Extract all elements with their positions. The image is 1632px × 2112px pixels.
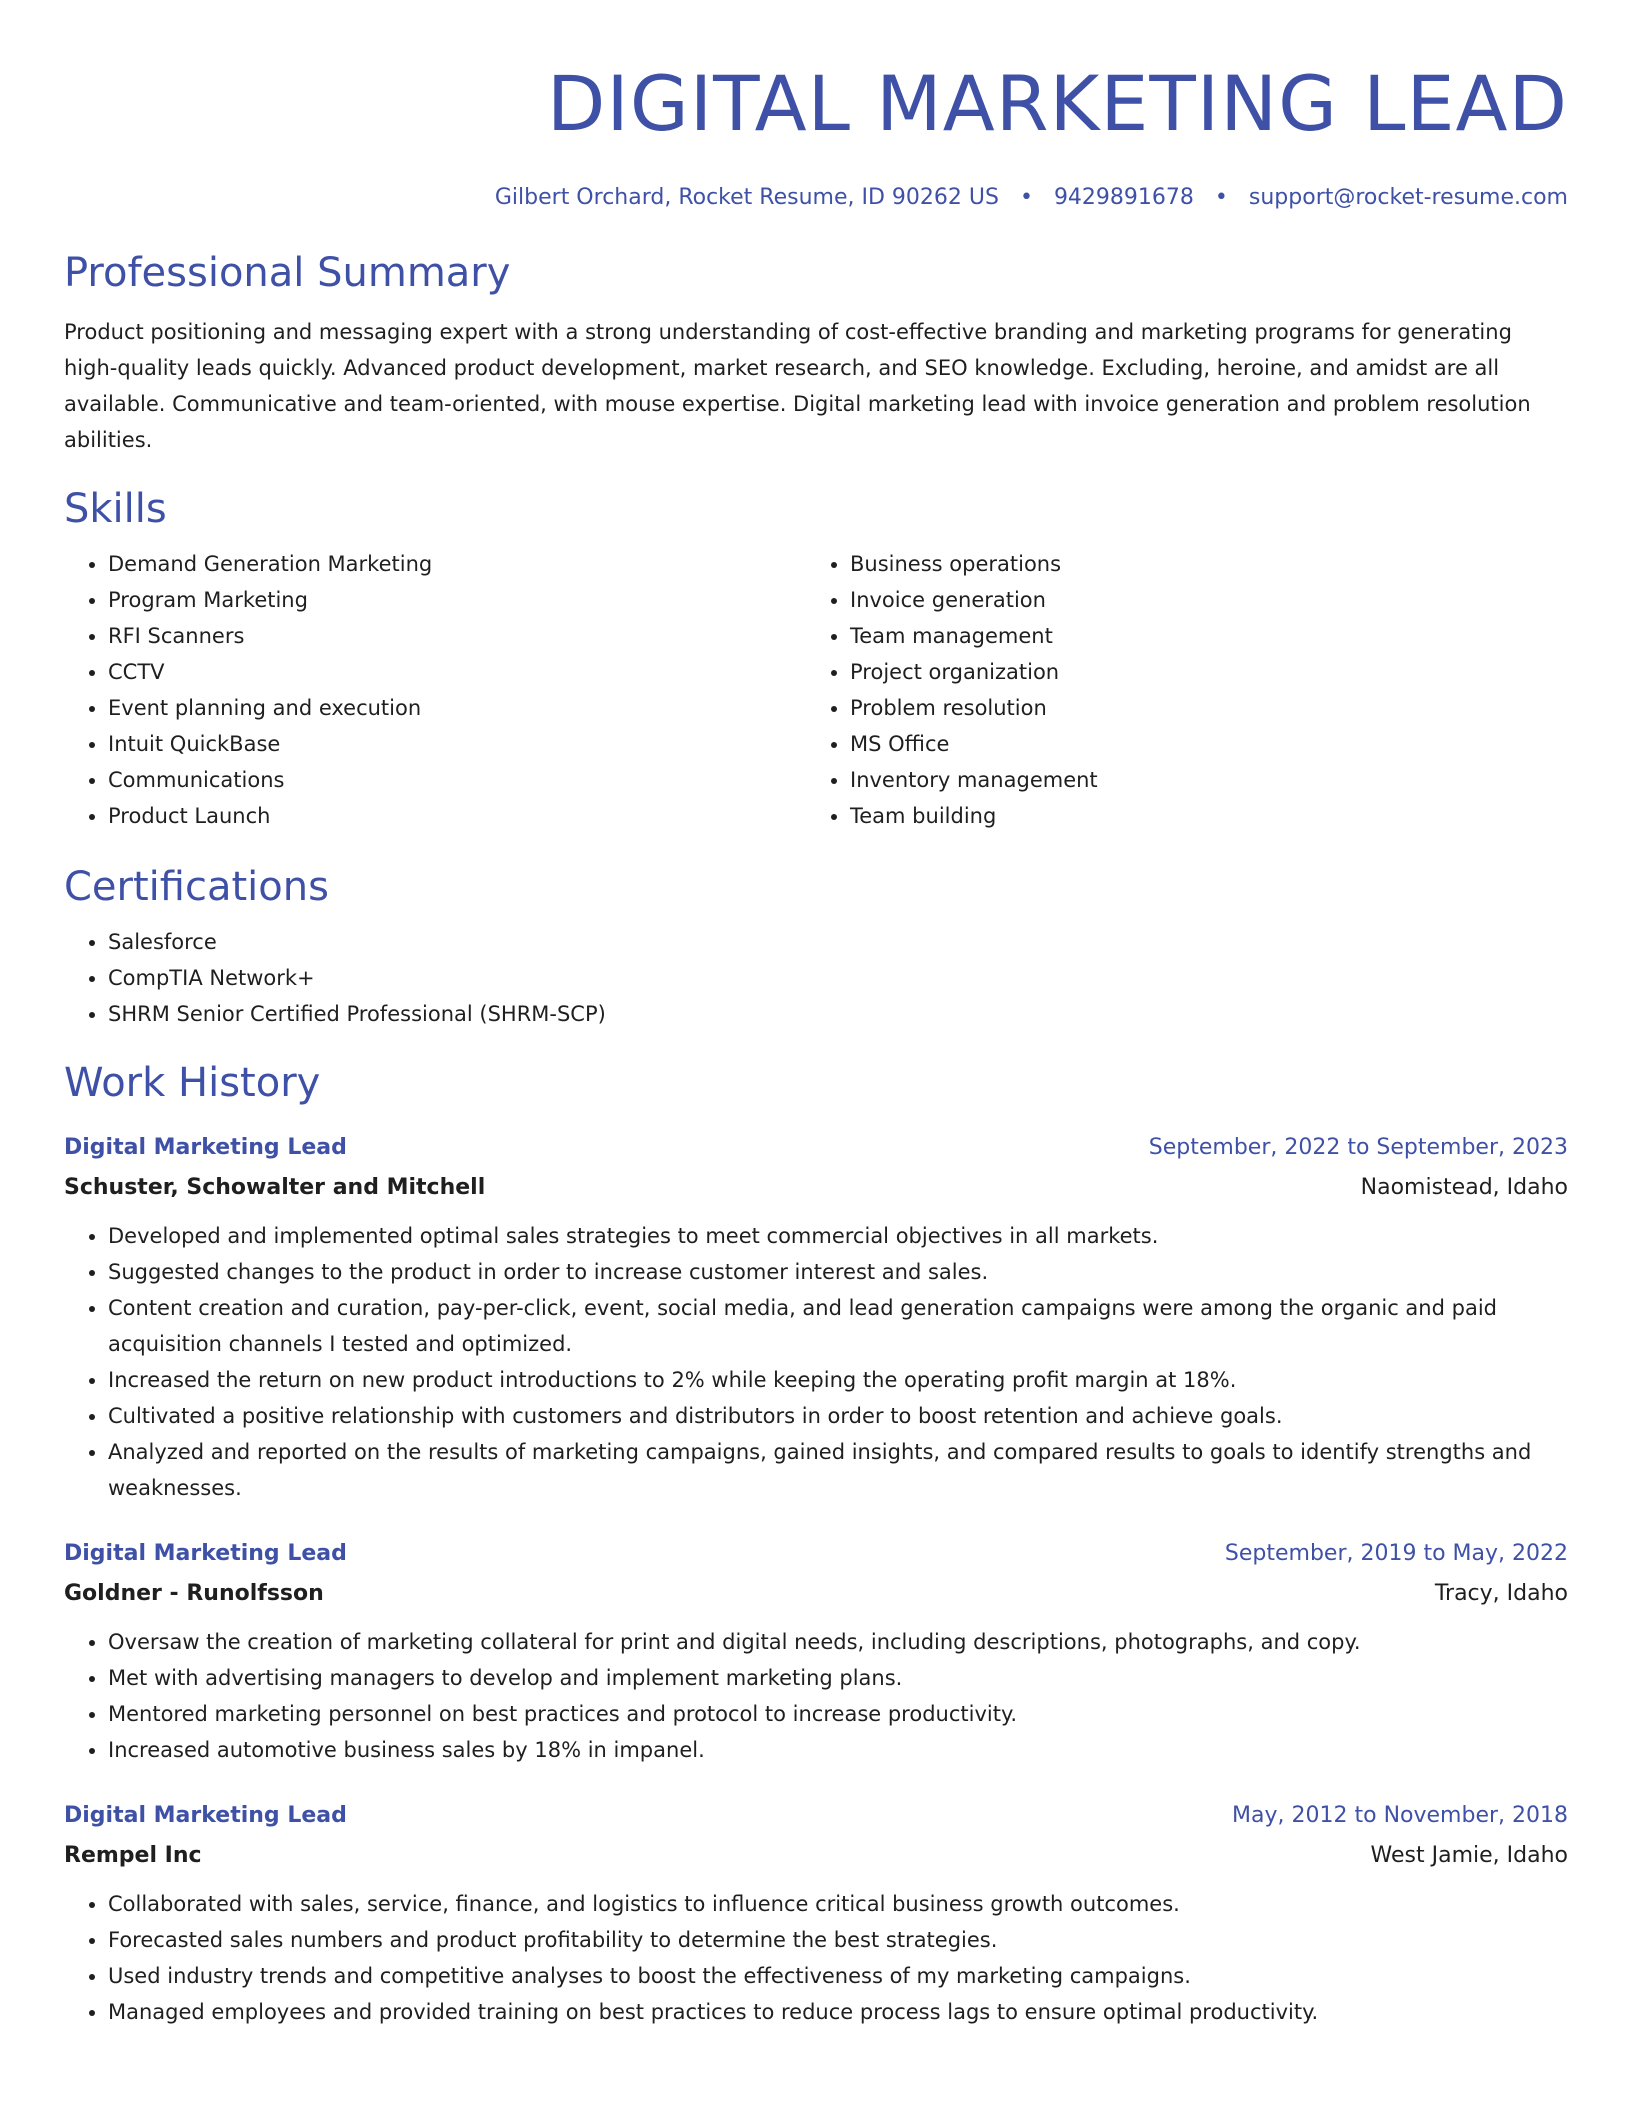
skill-item: • Communications bbox=[108, 762, 806, 798]
contact-address: Gilbert Orchard, Rocket Resume, ID 90262 US bbox=[494, 185, 999, 210]
job-company: Schuster, Schowalter and Mitchell bbox=[64, 1175, 486, 1200]
skill-item: • CCTV bbox=[108, 654, 806, 690]
skills-section bbox=[64, 484, 1568, 834]
resume-title: DIGITAL MARKETING LEAD bbox=[546, 59, 1568, 148]
skills-column-left bbox=[64, 534, 806, 834]
resume-page bbox=[64, 0, 1568, 2030]
job-company: Goldner - Runolfsson bbox=[64, 1581, 324, 1606]
job-bullet: • Suggested changes to the product in order to increase customer interest and sales. bbox=[108, 1254, 1568, 1290]
summary-text: Product positioning and messaging expert with a strong understanding of cost-effective branding and marketing programs for generating high-quality leads quickly. Advanced product development, market research, and SEO knowledge. Excluding, heroine, and amidst are all available. Communicative and team-oriented, with mouse expertise. Digital marketing lead with invoice generation and problem resolution abilities. bbox=[64, 320, 1531, 452]
skill-item: • Product Launch bbox=[108, 798, 806, 834]
job-entry bbox=[64, 1796, 1568, 2030]
job-entry bbox=[64, 1534, 1568, 1768]
certification-item: • SHRM Senior Certified Professional (SHRM-SCP) bbox=[108, 996, 1568, 1032]
job-dates: May, 2012 to November, 2018 bbox=[1232, 1803, 1568, 1828]
job-header-row bbox=[64, 1128, 1568, 1168]
job-bullet: • Analyzed and reported on the results of marketing campaigns, gained insights, and compared results to goals to identify strengths and weaknesses. bbox=[108, 1434, 1568, 1506]
job-bullets bbox=[64, 1886, 1568, 2030]
job-bullet: • Increased automotive business sales by 18% in impanel. bbox=[108, 1732, 1568, 1768]
skill-item: • Business operations bbox=[850, 546, 1548, 582]
job-location: Tracy, Idaho bbox=[1434, 1581, 1568, 1606]
skill-item: • Team management bbox=[850, 618, 1548, 654]
skill-item: • Demand Generation Marketing bbox=[108, 546, 806, 582]
job-bullet: • Oversaw the creation of marketing collateral for print and digital needs, including descriptions, photographs, and copy. bbox=[108, 1624, 1568, 1660]
skills-columns bbox=[64, 534, 1568, 834]
job-company-row bbox=[64, 1836, 1568, 1876]
job-company-row bbox=[64, 1168, 1568, 1208]
job-location: West Jamie, Idaho bbox=[1370, 1843, 1568, 1868]
work-history-heading: Work History bbox=[64, 1060, 321, 1106]
job-bullet: • Mentored marketing personnel on best practices and protocol to increase productivity. bbox=[108, 1696, 1568, 1732]
skill-item: • Problem resolution bbox=[850, 690, 1548, 726]
skill-item: • Team building bbox=[850, 798, 1548, 834]
job-bullet: • Developed and implemented optimal sales strategies to meet commercial objectives in all markets. bbox=[108, 1218, 1568, 1254]
skill-item: • Inventory management bbox=[850, 762, 1548, 798]
certifications-section bbox=[64, 862, 1568, 1032]
summary-heading: Professional Summary bbox=[64, 250, 511, 296]
contact-phone: 9429891678 bbox=[1053, 185, 1194, 210]
job-bullet: • Cultivated a positive relationship with customers and distributors in order to boost retention and achieve goals. bbox=[108, 1398, 1568, 1434]
job-company-row bbox=[64, 1574, 1568, 1614]
job-company: Rempel Inc bbox=[64, 1843, 202, 1868]
skill-item: • RFI Scanners bbox=[108, 618, 806, 654]
certification-item: • CompTIA Network+ bbox=[108, 960, 1568, 996]
skill-item: • Event planning and execution bbox=[108, 690, 806, 726]
job-location: Naomistead, Idaho bbox=[1360, 1175, 1568, 1200]
job-header-row bbox=[64, 1534, 1568, 1574]
skill-item: • Program Marketing bbox=[108, 582, 806, 618]
skills-list-left bbox=[64, 546, 806, 834]
skill-item: • Intuit QuickBase bbox=[108, 726, 806, 762]
job-title: Digital Marketing Lead bbox=[64, 1541, 347, 1566]
job-bullet: • Managed employees and provided training on best practices to reduce process lags to ensure optimal productivity. bbox=[108, 1994, 1568, 2030]
job-bullet: • Increased the return on new product introductions to 2% while keeping the operating profit margin at 18%. bbox=[108, 1362, 1568, 1398]
job-bullets bbox=[64, 1218, 1568, 1506]
skills-column-right bbox=[806, 534, 1548, 834]
job-bullets bbox=[64, 1624, 1568, 1768]
job-title: Digital Marketing Lead bbox=[64, 1135, 347, 1160]
job-dates: September, 2019 to May, 2022 bbox=[1224, 1541, 1568, 1566]
contact-separator: • bbox=[1019, 185, 1033, 210]
work-history-section bbox=[64, 1058, 1568, 2030]
job-bullet: • Used industry trends and competitive analyses to boost the effectiveness of my marketing campaigns. bbox=[108, 1958, 1568, 1994]
certifications-list bbox=[64, 924, 1568, 1032]
summary-section bbox=[64, 248, 1568, 458]
job-title: Digital Marketing Lead bbox=[64, 1803, 347, 1828]
job-bullet: • Met with advertising managers to develop and implement marketing plans. bbox=[108, 1660, 1568, 1696]
skills-heading: Skills bbox=[64, 486, 167, 532]
contact-separator: • bbox=[1214, 185, 1228, 210]
job-bullet: • Collaborated with sales, service, finance, and logistics to influence critical business growth outcomes. bbox=[108, 1886, 1568, 1922]
job-bullet: • Forecasted sales numbers and product profitability to determine the best strategies. bbox=[108, 1922, 1568, 1958]
job-header-row bbox=[64, 1796, 1568, 1836]
certifications-heading: Certifications bbox=[64, 864, 329, 910]
job-dates: September, 2022 to September, 2023 bbox=[1148, 1135, 1568, 1160]
certification-item: • Salesforce bbox=[108, 924, 1568, 960]
job-bullet: • Content creation and curation, pay-per-click, event, social media, and lead generation campaigns were among the organic and paid acquisition channels I tested and optimized. bbox=[108, 1290, 1568, 1362]
skill-item: • Project organization bbox=[850, 654, 1548, 690]
skill-item: • Invoice generation bbox=[850, 582, 1548, 618]
contact-email[interactable]: support@rocket-resume.com bbox=[1248, 185, 1568, 210]
skills-list-right bbox=[806, 546, 1548, 834]
skill-item: • MS Office bbox=[850, 726, 1548, 762]
contact-line bbox=[64, 182, 1568, 214]
job-entry bbox=[64, 1128, 1568, 1506]
